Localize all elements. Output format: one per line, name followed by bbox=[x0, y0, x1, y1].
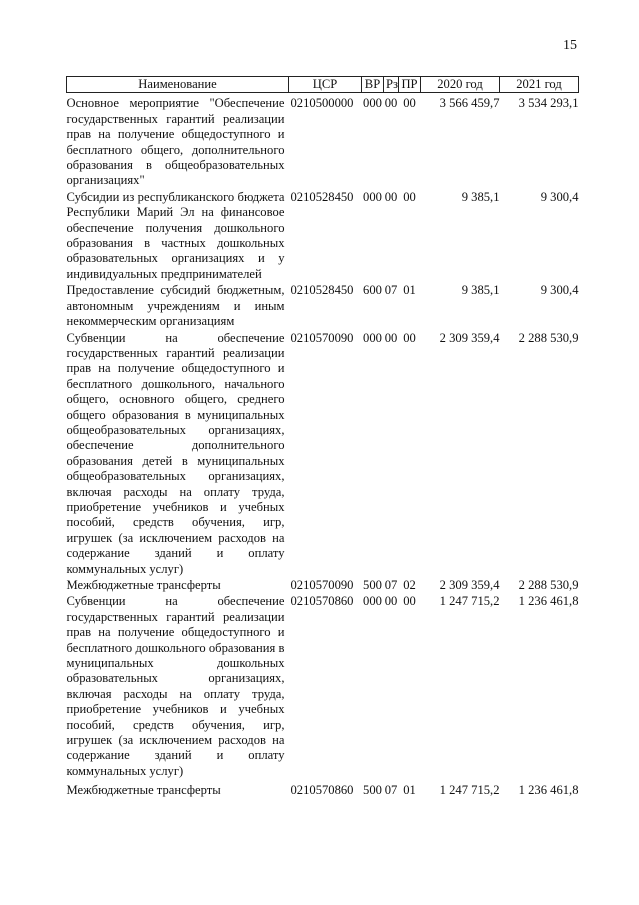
row-rz: 07 bbox=[384, 783, 398, 798]
row-pr: 00 bbox=[403, 330, 416, 345]
table-row bbox=[67, 330, 579, 578]
row-name: Межбюджетные трансферты bbox=[66, 578, 221, 592]
header-pr: ПР bbox=[399, 77, 421, 93]
row-2021: 3 534 293,1 bbox=[518, 96, 579, 111]
row-2021: 2 288 530,9 bbox=[518, 330, 579, 345]
header-row bbox=[67, 77, 579, 93]
header-rz: Рз bbox=[384, 77, 399, 93]
row-pr: 02 bbox=[403, 578, 416, 592]
row-2020: 2 309 359,4 bbox=[439, 578, 500, 592]
row-2020: 9 385,1 bbox=[461, 189, 500, 204]
row-2021: 2 288 530,9 bbox=[518, 578, 579, 592]
row-vr: 000 bbox=[363, 189, 382, 204]
row-rz: 00 bbox=[384, 330, 398, 345]
row-csr: 0210500000 bbox=[290, 96, 354, 111]
header-vr: ВР bbox=[362, 77, 384, 93]
row-rz: 00 bbox=[384, 96, 398, 111]
table-body bbox=[67, 93, 579, 799]
row-2020: 2 309 359,4 bbox=[439, 330, 500, 345]
row-rz: 00 bbox=[384, 189, 398, 204]
header-csr: ЦСР bbox=[289, 77, 362, 93]
row-2020: 9 385,1 bbox=[461, 283, 500, 298]
row-pr: 00 bbox=[403, 96, 416, 111]
table-row bbox=[67, 779, 579, 798]
row-2020: 1 247 715,2 bbox=[439, 783, 500, 798]
row-vr: 500 bbox=[363, 578, 382, 592]
header-2020: 2020 год bbox=[421, 77, 500, 93]
row-name: Субсидии из республиканского бюджета Республики Марий Эл на финансовое обеспечение получения дошкольного образования в частных дошкольных образовательных организациях и у индивидуальных предпринимателей bbox=[66, 189, 285, 281]
row-name: Предоставление субсидий бюджетным, автономным учреждениям и иным некоммерческим организациям bbox=[66, 283, 285, 329]
row-name: Основное мероприятие "Обеспечение государственных гарантий реализации прав на получение общедоступного и бесплатного общего, дополнительного образования в общеобразовательных организациях" bbox=[66, 96, 285, 188]
header-2021: 2021 год bbox=[500, 77, 579, 93]
row-rz: 00 bbox=[384, 594, 398, 609]
budget-table bbox=[66, 76, 579, 799]
row-csr: 0210570860 bbox=[290, 594, 354, 609]
row-csr: 0210570090 bbox=[290, 578, 354, 592]
row-name: Субвенции на обеспечение государственных гарантий реализации прав на получение общедоступного и бесплатного дошкольного образования в муниципальных дошкольных образовательных организациях, включая расходы на оплату труда, приобретение учебников и учебных пособий, средств обучения, игр, игрушек (за исключением расходов на содержание зданий и оплату коммунальных услуг) bbox=[66, 594, 285, 778]
row-csr: 0210528450 bbox=[290, 283, 354, 298]
row-2021: 9 300,4 bbox=[540, 189, 579, 204]
header-name: Наименование bbox=[67, 77, 289, 93]
row-vr: 600 bbox=[363, 283, 382, 298]
table-row bbox=[67, 189, 579, 282]
row-vr: 000 bbox=[363, 330, 382, 345]
row-rz: 07 bbox=[384, 283, 398, 298]
row-pr: 00 bbox=[403, 594, 416, 609]
row-name: Межбюджетные трансферты bbox=[66, 783, 221, 798]
table-header bbox=[67, 77, 579, 93]
row-vr: 000 bbox=[363, 96, 382, 111]
table-row bbox=[67, 577, 579, 593]
row-rz: 07 bbox=[384, 578, 398, 592]
table-row bbox=[67, 93, 579, 189]
table-row bbox=[67, 282, 579, 329]
row-2021: 1 236 461,8 bbox=[518, 783, 579, 798]
row-2021: 1 236 461,8 bbox=[518, 594, 579, 609]
row-vr: 000 bbox=[363, 594, 382, 609]
row-csr: 0210570860 bbox=[290, 783, 354, 798]
row-vr: 500 bbox=[363, 783, 382, 798]
row-pr: 00 bbox=[403, 189, 416, 204]
row-pr: 01 bbox=[403, 783, 416, 798]
row-csr: 0210528450 bbox=[290, 189, 354, 204]
row-csr: 0210570090 bbox=[290, 330, 354, 345]
row-2020: 3 566 459,7 bbox=[439, 96, 500, 111]
page-number: 15 bbox=[563, 38, 577, 53]
table-row bbox=[67, 593, 579, 779]
row-2021: 9 300,4 bbox=[540, 283, 579, 298]
row-pr: 01 bbox=[403, 283, 416, 298]
row-name: Субвенции на обеспечение государственных гарантий реализации прав на получение общедоступного и бесплатного дошкольного, начального общего, основного общего, среднего общего образования в муниципальных общеобразовательных организациях, обеспечение дополнительного образования детей в муниципальных общеобразовательных организациях, включая расходы на оплату труда, приобретение учебников и учебных пособий, средств обучения, игр, игрушек (за исключением расходов на содержание зданий и оплату коммунальных услуг) bbox=[66, 330, 285, 576]
row-2020: 1 247 715,2 bbox=[439, 594, 500, 609]
